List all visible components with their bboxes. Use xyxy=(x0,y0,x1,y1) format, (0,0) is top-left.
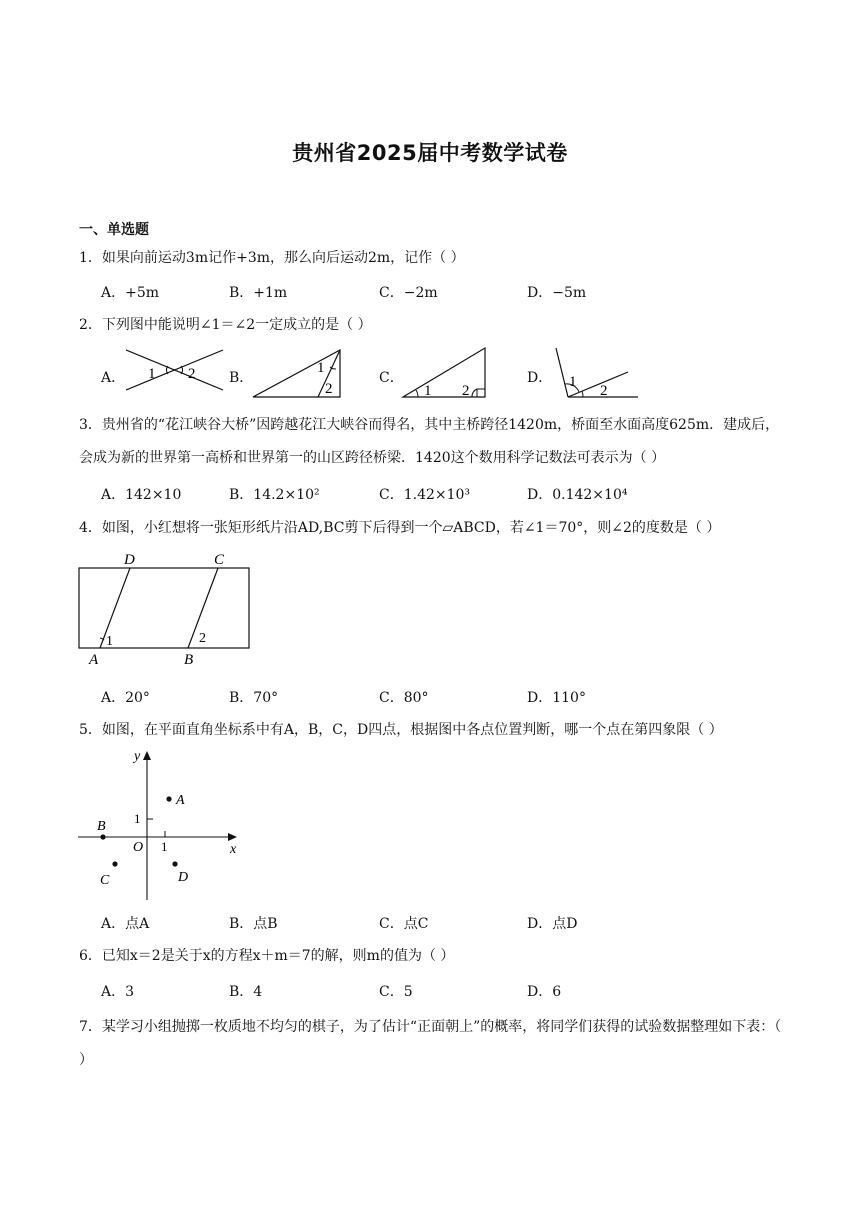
point-d xyxy=(172,861,177,866)
vertex-b-label: B xyxy=(184,652,194,668)
y-tick-1: 1 xyxy=(134,811,141,826)
q4-option-d: D．110° xyxy=(527,690,586,706)
origin-label: O xyxy=(133,840,144,855)
vertex-a-label: A xyxy=(89,652,99,668)
question-3: 3．贵州省的“花江峡谷大桥”因跨越花江大峡谷而得名，其中主桥跨径1420m，桥面至水面高度625m．建成后，会成为新的世界第一高桥和世界第一的山区跨径桥梁．1420这个数用科学记数法可表示为（ ） xyxy=(79,417,780,466)
q2-option-b: B． xyxy=(229,370,254,386)
question-6: 6．已知x＝2是关于x的方程x＋m＝7的解，则m的值为（ ） xyxy=(79,948,455,964)
angle-label-1: 1 xyxy=(317,360,325,376)
q1-option-a: A．+5m xyxy=(101,285,160,301)
vertex-d-label: D xyxy=(124,552,135,568)
q5-option-b: B．点B xyxy=(229,916,278,932)
q1-option-b: B．+1m xyxy=(229,285,288,301)
q3-option-a: A．142×10 xyxy=(101,487,182,503)
angle-label-2: 2 xyxy=(325,381,333,397)
angle-label-2: 2 xyxy=(188,366,196,382)
angle-label-1: 1 xyxy=(148,366,156,382)
q6-option-a: A．3 xyxy=(101,984,135,1000)
q6-option-c: C．5 xyxy=(379,984,413,1000)
page-title: 贵州省2025届中考数学试卷 xyxy=(292,141,568,165)
vertex-c-label: C xyxy=(214,552,225,568)
angle-label-2: 2 xyxy=(600,383,608,399)
point-a xyxy=(166,796,171,801)
q2-option-d: D． xyxy=(527,370,553,386)
question-1: 1．如果向前运动3m记作+3m，那么向后运动2m，记作（ ） xyxy=(79,250,465,266)
q1-option-d: D．−5m xyxy=(527,285,587,301)
point-c xyxy=(112,861,117,866)
q3-option-c: C．1.42×10³ xyxy=(379,487,471,503)
q5-option-c: C．点C xyxy=(379,916,429,932)
q3-option-b: B．14.2×10² xyxy=(229,487,320,503)
point-b xyxy=(100,834,105,839)
q6-option-b: B．4 xyxy=(229,984,263,1000)
section-heading: 一、单选题 xyxy=(79,222,149,238)
point-b-label: B xyxy=(97,819,106,834)
q2-figure-d xyxy=(548,345,643,400)
y-axis-label: y xyxy=(134,749,141,764)
q2-figure-a xyxy=(118,345,228,397)
q3-option-d: D．0.142×10⁴ xyxy=(527,487,628,503)
question-7: 7．某学习小组抛掷一枚质地不均匀的棋子，为了估计“正面朝上”的概率，将同学们获得的试验数据整理如下表：（ ） xyxy=(79,1019,782,1068)
q4-option-a: A．20° xyxy=(101,690,150,706)
q5-option-a: A．点A xyxy=(101,916,150,932)
q2-figure-b xyxy=(250,345,350,400)
q4-option-b: B．70° xyxy=(229,690,279,706)
q2-option-a: A． xyxy=(101,370,126,386)
point-c-label: C xyxy=(100,873,110,888)
angle-label-1: 1 xyxy=(569,374,577,390)
q5-option-d: D．点D xyxy=(527,916,578,932)
x-tick-1: 1 xyxy=(161,839,168,854)
q6-option-d: D．6 xyxy=(527,984,562,1000)
q4-option-c: C．80° xyxy=(379,690,429,706)
q4-figure-rectangle xyxy=(72,548,262,670)
q2-option-c: C． xyxy=(379,370,404,386)
point-a-label: A xyxy=(176,793,185,808)
question-4: 4．如图，小红想将一张矩形纸片沿AD,BC剪下后得到一个▱ABCD，若∠1＝70°，则∠2的度数是（ ） xyxy=(79,520,721,536)
question-2: 2．下列图中能说明∠1＝∠2一定成立的是（ ） xyxy=(79,317,372,333)
q5-coordinate-figure xyxy=(72,745,247,905)
angle-label-1: 1 xyxy=(424,383,432,399)
q2-figure-c xyxy=(400,345,500,400)
angle-label-1: 1 xyxy=(106,634,113,649)
q1-option-c: C．−2m xyxy=(379,285,438,301)
angle-label-2: 2 xyxy=(462,383,470,399)
point-d-label: D xyxy=(178,870,189,885)
x-axis-label: x xyxy=(230,842,237,857)
angle-label-2: 2 xyxy=(199,631,206,646)
question-5: 5．如图，在平面直角坐标系中有A，B，C，D四点，根据图中各点位置判断，哪一个点在第四象限（ ） xyxy=(79,722,723,738)
